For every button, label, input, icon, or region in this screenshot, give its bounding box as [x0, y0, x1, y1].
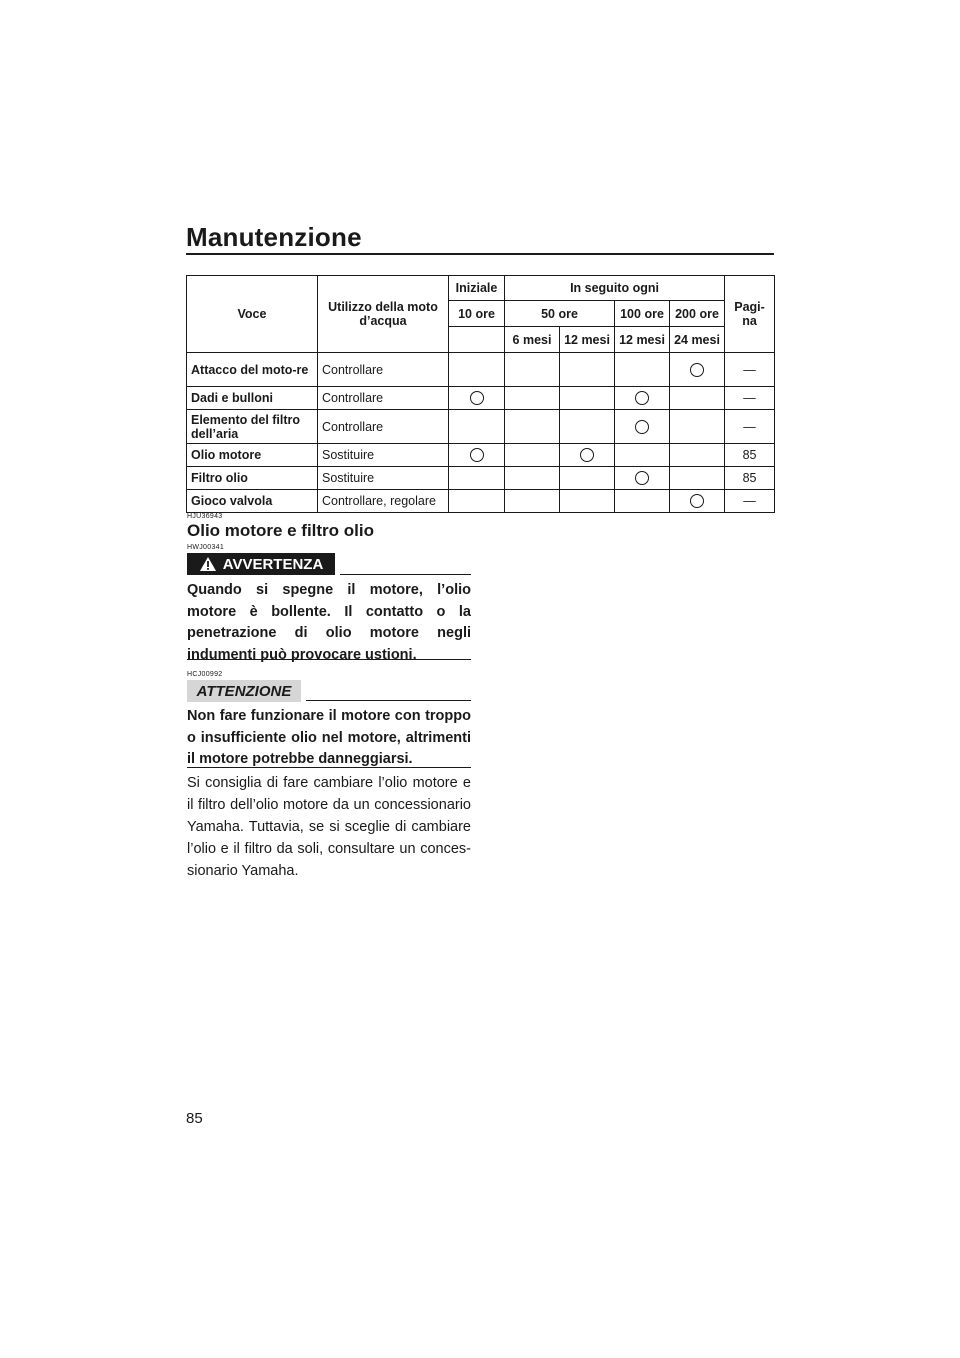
header-pagina: Pagi-na	[725, 276, 775, 353]
warning-triangle-icon	[199, 556, 217, 572]
row-interval-cell	[615, 410, 670, 444]
circle-mark-icon	[635, 420, 649, 434]
row-interval-cell	[670, 467, 725, 490]
row-interval-cell	[670, 387, 725, 410]
header-hours-cell: 200 ore	[670, 301, 725, 327]
row-interval-cell	[615, 467, 670, 490]
row-action: Controllare	[318, 387, 449, 410]
section-title: Olio motore e filtro olio	[187, 521, 374, 540]
row-item: Elemento del filtro dell’aria	[187, 410, 318, 444]
row-item: Filtro olio	[187, 467, 318, 490]
row-interval-cell	[560, 387, 615, 410]
row-interval-cell	[505, 387, 560, 410]
row-interval-cell	[449, 490, 505, 513]
row-interval-cell	[505, 444, 560, 467]
header-months-cell: 6 mesi	[505, 327, 560, 353]
caution-header-rule	[306, 700, 471, 701]
page-number: 85	[186, 1110, 203, 1127]
caution-badge: ATTENZIONE	[187, 680, 301, 702]
row-interval-cell	[505, 410, 560, 444]
row-interval-cell	[449, 353, 505, 387]
warning-reference-code: HWJ00341	[187, 544, 225, 551]
row-interval-cell	[615, 490, 670, 513]
warning-header	[187, 553, 471, 575]
row-interval-cell	[505, 490, 560, 513]
caution-reference-code: HCJ00992	[187, 671, 223, 678]
row-action: Controllare, regolare	[318, 490, 449, 513]
circle-mark-icon	[580, 448, 594, 462]
header-months-cell: 12 mesi	[560, 327, 615, 353]
warning-badge	[187, 553, 335, 575]
row-interval-cell	[449, 444, 505, 467]
row-interval-cell	[449, 410, 505, 444]
row-interval-cell	[670, 490, 725, 513]
row-interval-cell	[505, 467, 560, 490]
table-row	[187, 387, 775, 410]
table-row	[187, 467, 775, 490]
header-voce: Voce	[187, 276, 318, 353]
row-interval-cell	[449, 387, 505, 410]
row-item: Olio motore	[187, 444, 318, 467]
circle-mark-icon	[690, 363, 704, 377]
row-interval-cell	[670, 353, 725, 387]
warning-bottom-rule	[187, 659, 471, 660]
header-hours-cell: 100 ore	[615, 301, 670, 327]
caution-text: Non fare funzionare il motore con troppo o insufficiente olio nel motore, altrimenti il motore potrebbe danneggiarsi.	[187, 708, 471, 767]
section-reference-code: HJU36943	[187, 513, 223, 520]
row-page: —	[725, 410, 775, 444]
header-hours-cell: 10 ore	[449, 301, 505, 327]
circle-mark-icon	[470, 448, 484, 462]
row-interval-cell	[560, 444, 615, 467]
row-action: Controllare	[318, 410, 449, 444]
row-action: Sostituire	[318, 444, 449, 467]
circle-mark-icon	[470, 391, 484, 405]
header-months-empty	[449, 327, 505, 353]
row-item: Dadi e bulloni	[187, 387, 318, 410]
table-row	[187, 490, 775, 513]
header-in-seguito: In seguito ogni	[505, 276, 725, 301]
row-interval-cell	[670, 444, 725, 467]
row-page: —	[725, 490, 775, 513]
row-interval-cell	[615, 353, 670, 387]
row-item: Attacco del moto-re	[187, 353, 318, 387]
circle-mark-icon	[635, 391, 649, 405]
row-interval-cell	[560, 353, 615, 387]
header-hours-cell: 50 ore	[505, 301, 615, 327]
title-rule	[186, 253, 774, 255]
row-interval-cell	[449, 467, 505, 490]
row-action: Controllare	[318, 353, 449, 387]
caution-bottom-rule	[187, 767, 471, 768]
row-interval-cell	[560, 490, 615, 513]
row-page: —	[725, 353, 775, 387]
table-row	[187, 410, 775, 444]
row-interval-cell	[560, 410, 615, 444]
row-interval-cell	[560, 467, 615, 490]
row-item: Gioco valvola	[187, 490, 318, 513]
header-utilizzo: Utilizzo della moto d’acqua	[318, 276, 449, 353]
maintenance-schedule-table	[186, 275, 775, 513]
row-interval-cell	[670, 410, 725, 444]
header-iniziale: Iniziale	[449, 276, 505, 301]
warning-header-rule	[340, 574, 471, 575]
table-row	[187, 353, 775, 387]
row-interval-cell	[615, 387, 670, 410]
row-interval-cell	[505, 353, 560, 387]
row-page: 85	[725, 444, 775, 467]
warning-text: Quando si spegne il motore, l’olio motore è bollente. Il contatto o la penetrazione di olio motore negli indumenti può provocare ustioni.	[187, 582, 471, 663]
circle-mark-icon	[690, 494, 704, 508]
page-title: Manutenzione	[186, 222, 362, 252]
table-row	[187, 444, 775, 467]
caution-header	[187, 680, 471, 702]
row-interval-cell	[615, 444, 670, 467]
row-page: 85	[725, 467, 775, 490]
header-months-cell: 12 mesi	[615, 327, 670, 353]
body-paragraph: Si consiglia di fare cambiare l’olio motore e il filtro dell’olio motore da un concessionario Yamaha. Tuttavia, se si sceglie di cambiare l’olio e il filtro da soli, consultare un conces-sionario Yamaha.	[187, 775, 471, 879]
row-action: Sostituire	[318, 467, 449, 490]
header-months-cell: 24 mesi	[670, 327, 725, 353]
row-page: —	[725, 387, 775, 410]
circle-mark-icon	[635, 471, 649, 485]
warning-label: AVVERTENZA	[222, 555, 324, 573]
